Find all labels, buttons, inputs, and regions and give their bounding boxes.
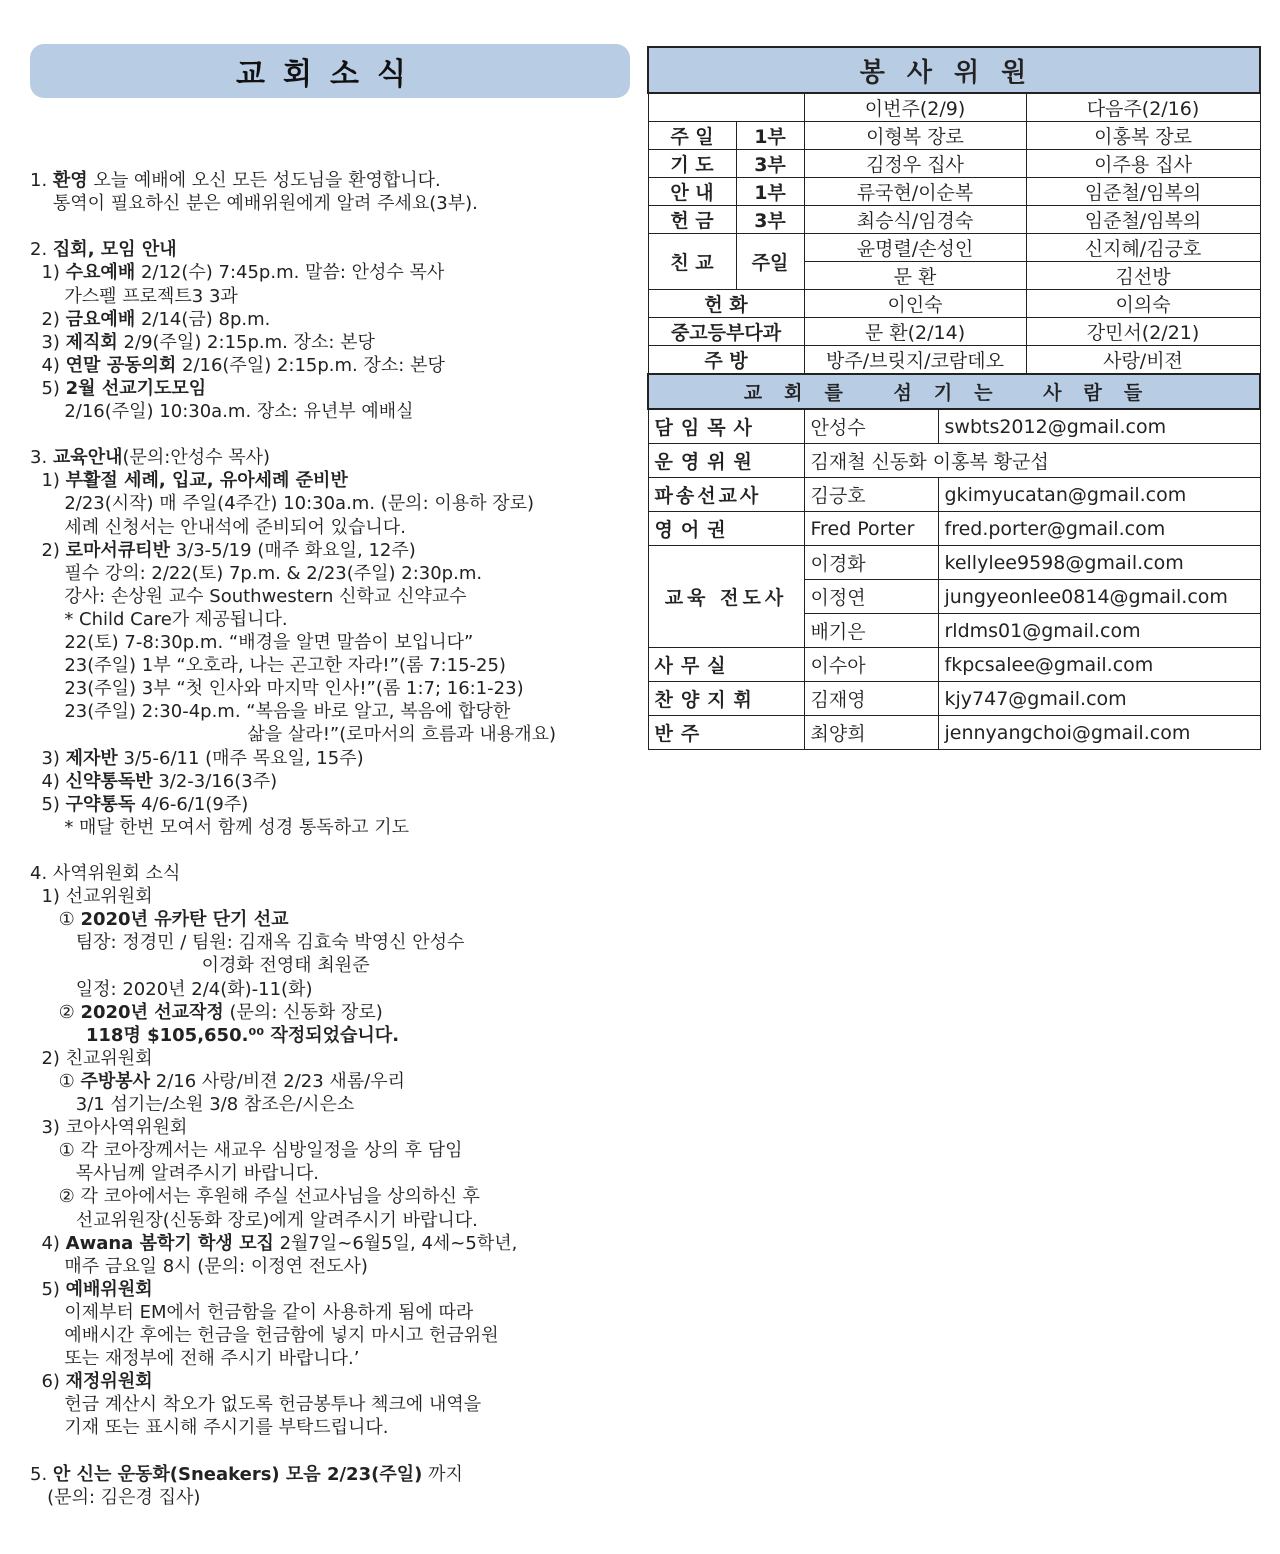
news-line-bold: 환영	[52, 170, 88, 191]
staff-name: 김재철 신동화 이홍복 황군섭	[804, 444, 1260, 478]
staff-email: gkimyucatan@gmail.com	[938, 478, 1260, 512]
service-category: 안 내	[648, 178, 736, 206]
service-sub: 1부	[736, 178, 804, 206]
news-line-rest: 오늘 예배에 오신 모든 성도님을 환영합니다.	[87, 170, 441, 191]
news-line-text: 2)	[30, 308, 60, 330]
news-line	[30, 1117, 187, 1139]
staff-name: 김긍호	[804, 478, 938, 512]
church-news-column	[30, 44, 630, 1508]
news-line-text: 1)	[30, 470, 60, 492]
flower-this: 이인숙	[804, 290, 1026, 318]
news-line-text: 2/23(시작) 매 주일(4주간) 10:30a.m. (문의: 이용하 장로)	[30, 493, 535, 515]
news-line-bold: 부활절 세례, 입교, 유아세례 준비반	[65, 470, 348, 492]
news-line-text: ①	[30, 909, 75, 931]
news-line	[30, 1279, 153, 1301]
news-line	[30, 309, 270, 331]
news-line	[30, 540, 416, 562]
staff-role: 운영위원	[648, 444, 804, 478]
news-line-text: 3)	[30, 331, 60, 353]
news-line	[30, 447, 270, 469]
news-line-rest: 3/3-5/19 (매주 화요일, 12주)	[169, 539, 416, 561]
news-line	[30, 1025, 399, 1047]
news-line	[30, 1186, 480, 1208]
news-line	[30, 355, 445, 377]
staff-email: kellylee9598@gmail.com	[938, 546, 1260, 580]
news-line-text: 3/1 섬기는/소원 3/8 참조은/시은소	[30, 1094, 355, 1115]
church-news-title: 교회소식	[30, 44, 630, 98]
news-line	[30, 748, 364, 770]
news-line	[30, 1140, 463, 1162]
news-line-bold: 제자반	[65, 747, 118, 769]
news-line-rest: 2/12(수) 7:45p.m. 말씀: 안성수 목사	[135, 262, 445, 284]
news-line-rest: 3/5-6/11 (매주 목요일, 15주)	[117, 747, 364, 769]
blank-cell	[648, 93, 804, 122]
news-line-text: * 매달 한번 모여서 함께 성경 통독하고 기도	[30, 816, 409, 838]
news-line-text: 5)	[30, 377, 60, 399]
news-line-bold: 2020년 유카탄 단기 선교	[80, 909, 289, 931]
service-next: 임준철/임복의	[1026, 206, 1260, 234]
news-line	[30, 586, 467, 608]
service-this: 최승식/임경숙	[804, 206, 1026, 234]
service-sub: 3부	[736, 150, 804, 178]
staff-role: 교육 전도사	[648, 546, 804, 648]
news-line	[30, 1394, 481, 1416]
news-line	[30, 1256, 368, 1278]
staff-name: Fred Porter	[804, 512, 938, 546]
news-line-rest: 2/9(주일) 2:15p.m. 장소: 본당	[117, 331, 375, 353]
news-line	[30, 909, 289, 931]
news-line	[30, 493, 534, 515]
right-column	[647, 46, 1259, 750]
staff-title: 교회를 섬기는 사람들	[648, 374, 1260, 409]
news-line-bold: 집회, 모임 안내	[52, 239, 177, 261]
news-line-text: ① 각 코아장께서는 새교우 심방일정을 상의 후 담임	[30, 1140, 463, 1162]
news-line-text: 이경화 전영태 최원준	[30, 955, 370, 977]
news-line	[30, 955, 370, 977]
news-line-bold: 로마서큐티반	[65, 539, 170, 561]
news-line-bold: 교육안내	[52, 447, 123, 469]
news-line-text: 4)	[30, 1232, 60, 1254]
news-line-text: 일정: 2020년 2/4(화)-11(화)	[30, 978, 313, 1000]
service-next: 임준철/임복의	[1026, 178, 1260, 206]
news-line-bold: 2020년 선교작정	[80, 1001, 224, 1023]
news-line-text: 6)	[30, 1371, 60, 1393]
news-line-bold: 예배위원회	[65, 1278, 153, 1300]
news-line-text: 5)	[30, 793, 60, 815]
news-line	[30, 170, 441, 192]
news-line	[30, 193, 478, 215]
fellowship-sub: 주일	[736, 234, 804, 290]
news-line	[30, 1002, 383, 1024]
service-this: 김정우 집사	[804, 150, 1026, 178]
news-line-rest: 2월7일~6월5일, 4세~5학년,	[273, 1232, 518, 1254]
news-line-text: 삶을 살라!”(로마서의 흐름과 내용개요)	[30, 724, 556, 746]
staff-name: 김재영	[804, 682, 938, 716]
news-line-text: 1)	[30, 262, 60, 284]
kitchen-next: 사랑/비젼	[1026, 346, 1260, 374]
news-line-text: 팀장: 정경민 / 팀원: 김재옥 김효숙 박영신 안성수	[30, 932, 465, 954]
news-line-text: 2.	[30, 239, 48, 261]
staff-role: 찬양지휘	[648, 682, 804, 716]
news-line-rest: 2/16 사랑/비젼 2/23 새롬/우리	[150, 1070, 406, 1092]
news-line	[30, 1487, 200, 1509]
flower-category: 헌 화	[648, 290, 804, 318]
news-line-text: 2/16(주일) 10:30a.m. 장소: 유년부 예배실	[30, 401, 414, 422]
news-line-text: 헌금 계산시 착오가 없도록 헌금봉투나 첵크에 내역을	[30, 1394, 482, 1416]
news-line	[30, 563, 482, 585]
news-line	[30, 332, 375, 354]
news-line	[30, 1302, 473, 1324]
news-line	[30, 1348, 359, 1370]
news-line-text: 강사: 손상원 교수 Southwestern 신학교 신약교수	[30, 585, 467, 607]
news-line	[30, 1325, 499, 1347]
news-line	[30, 794, 248, 816]
staff-email: swbts2012@gmail.com	[938, 409, 1260, 444]
service-title: 봉사위원	[648, 47, 1260, 93]
news-line	[30, 771, 277, 793]
news-line	[30, 1210, 478, 1232]
news-line-text: ①	[30, 1070, 75, 1092]
staff-name: 이경화	[804, 546, 938, 580]
staff-role: 파송선교사	[648, 478, 804, 512]
news-line	[30, 1048, 153, 1070]
news-line-text: 3.	[30, 447, 48, 469]
news-line-text: ②	[30, 1001, 75, 1023]
news-line	[30, 470, 348, 492]
news-line-text: * Child Care가 제공됩니다.	[30, 608, 288, 630]
service-this: 이형복 장로	[804, 122, 1026, 150]
news-line-text: 매주 금요일 8시 (문의: 이정연 전도사)	[30, 1255, 368, 1277]
news-line-text: 5.	[30, 1463, 48, 1485]
news-line	[30, 1417, 389, 1439]
staff-role: 담임목사	[648, 409, 804, 444]
service-category: 헌 금	[648, 206, 736, 234]
service-category: 주 일	[648, 122, 736, 150]
news-line-bold: 118명 $105,650.⁰⁰ 작정되었습니다.	[35, 1024, 400, 1046]
news-line	[30, 701, 510, 723]
news-line-text: 기재 또는 표시해 주시기를 부탁드립니다.	[30, 1417, 389, 1439]
news-line	[30, 1371, 153, 1393]
news-line-rest: 까지	[422, 1463, 463, 1485]
staff-email: fred.porter@gmail.com	[938, 512, 1260, 546]
news-line-text: 3)	[30, 747, 60, 769]
news-line	[30, 886, 153, 908]
news-line-text: 22(토) 7-8:30p.m. “배경을 알면 말씀이 보입니다”	[30, 632, 474, 653]
staff-role: 사무실	[648, 648, 804, 682]
news-line-bold: 주방봉사	[80, 1070, 151, 1092]
news-line	[30, 863, 180, 885]
news-line-text: 23(주일) 2:30-4p.m. “복음을 바로 알고, 복음에 합당한	[30, 701, 511, 723]
news-line-text: 선교위원장(신동화 장로)에게 알려주시기 바랍니다.	[30, 1209, 478, 1231]
staff-role: 반주	[648, 716, 804, 750]
news-line-bold: 금요예배	[65, 308, 136, 330]
news-line	[30, 1233, 517, 1255]
news-line-text: 통역이 필요하신 분은 예배위원에게 알려 주세요(3부).	[30, 193, 478, 215]
news-line-text: 예배시간 후에는 헌금을 헌금함에 넣지 마시고 헌금위원	[30, 1325, 499, 1346]
news-line-rest: 2/14(금) 8p.m.	[135, 308, 271, 330]
staff-name: 이정연	[804, 580, 938, 614]
service-category: 기 도	[648, 150, 736, 178]
news-line	[30, 401, 414, 423]
staff-email: jungyeonlee0814@gmail.com	[938, 580, 1260, 614]
news-line-bold: 수요예배	[65, 262, 136, 284]
fellowship-this-2: 문 환	[804, 262, 1026, 290]
youth-category: 중고등부다과	[648, 318, 804, 346]
news-line	[30, 239, 177, 261]
news-line-text: 2) 친교위원회	[30, 1047, 153, 1069]
news-line	[30, 517, 406, 539]
news-line-bold: 2월 선교기도모임	[65, 377, 207, 399]
service-next: 이주용 집사	[1026, 150, 1260, 178]
news-line	[30, 262, 444, 284]
news-line	[30, 378, 206, 400]
staff-email: kjy747@gmail.com	[938, 682, 1260, 716]
news-line-bold: Awana 봄학기 학생 모집	[65, 1232, 274, 1254]
kitchen-category: 주 방	[648, 346, 804, 374]
news-line-text: 세례 신청서는 안내석에 준비되어 있습니다.	[30, 516, 406, 538]
news-line-text: 3) 코아사역위원회	[30, 1117, 188, 1139]
news-line-text: 4)	[30, 354, 60, 376]
news-line-rest: 2/16(주일) 2:15p.m. 장소: 본당	[176, 354, 445, 376]
news-line-bold: 연말 공동의회	[65, 354, 177, 376]
news-line-bold: 신약통독반	[65, 770, 153, 792]
youth-next: 강민서(2/21)	[1026, 318, 1260, 346]
service-this: 류국현/이순복	[804, 178, 1026, 206]
news-line-rest: (문의: 신동화 장로)	[223, 1001, 383, 1023]
staff-email: jennyangchoi@gmail.com	[938, 716, 1260, 750]
news-line	[30, 286, 238, 308]
news-line-bold: 재정위원회	[65, 1371, 153, 1393]
news-line-rest: 4/6-6/1(9주)	[135, 793, 249, 815]
news-line-text: (문의: 김은경 집사)	[30, 1486, 201, 1508]
staff-table	[647, 373, 1261, 750]
news-line	[30, 678, 524, 700]
news-line	[30, 979, 313, 1001]
news-line-text: 4)	[30, 770, 60, 792]
news-line-text: 이제부터 EM에서 헌금함을 같이 사용하게 됨에 따라	[30, 1301, 474, 1323]
news-line-text: 또는 재정부에 전해 주시기 바랍니다.’	[30, 1348, 360, 1370]
staff-name: 이수아	[804, 648, 938, 682]
news-line-text: 1.	[30, 170, 48, 191]
news-line-text: 23(주일) 1부 “오호라, 나는 곤고한 자라!”(롬 7:15-25)	[30, 655, 506, 677]
news-line-rest: 3/2-3/16(3주)	[152, 770, 278, 792]
news-line-text: 가스펠 프로젝트3 3과	[30, 285, 238, 307]
news-line	[30, 817, 409, 839]
staff-email: fkpcsalee@gmail.com	[938, 648, 1260, 682]
news-line-text: ② 각 코아에서는 후원해 주실 선교사님을 상의하신 후	[30, 1186, 480, 1208]
youth-this: 문 환(2/14)	[804, 318, 1026, 346]
news-line-bold: 제직회	[65, 331, 118, 353]
this-week-header: 이번주(2/9)	[804, 93, 1026, 122]
next-week-header: 다음주(2/16)	[1026, 93, 1260, 122]
service-sub: 1부	[736, 122, 804, 150]
news-line-text: 필수 강의: 2/22(토) 7p.m. & 2/23(주일) 2:30p.m.	[30, 562, 483, 584]
news-line-rest: (문의:안성수 목사)	[122, 447, 271, 469]
news-line-text: 1) 선교위원회	[30, 886, 153, 908]
staff-email: rldms01@gmail.com	[938, 614, 1260, 648]
kitchen-this: 방주/브릿지/코람데오	[804, 346, 1026, 374]
staff-name: 최양희	[804, 716, 938, 750]
news-line-text: 목사님께 알려주시기 바랍니다.	[30, 1163, 319, 1185]
news-line	[30, 724, 556, 746]
fellowship-next-1: 신지혜/김긍호	[1026, 234, 1260, 262]
news-line	[30, 609, 288, 631]
fellowship-next-2: 김선방	[1026, 262, 1260, 290]
flower-next: 이의숙	[1026, 290, 1260, 318]
news-line-bold: 안 신는 운동화(Sneakers) 모음 2/23(주일)	[52, 1463, 423, 1485]
news-line-text: 5)	[30, 1278, 60, 1300]
news-line	[30, 1094, 354, 1116]
news-line-text: 2)	[30, 539, 60, 561]
news-line	[30, 932, 464, 954]
news-line	[30, 655, 506, 677]
news-line	[30, 632, 473, 654]
fellowship-this-1: 윤명렬/손성인	[804, 234, 1026, 262]
service-next: 이홍복 장로	[1026, 122, 1260, 150]
fellowship-category: 친 교	[648, 234, 736, 290]
news-line	[30, 1464, 463, 1486]
staff-name: 안성수	[804, 409, 938, 444]
news-line-bold: 구약통독	[65, 793, 136, 815]
news-line	[30, 1071, 405, 1093]
staff-name: 배기은	[804, 614, 938, 648]
service-table	[647, 46, 1261, 374]
staff-role: 영어권	[648, 512, 804, 546]
service-sub: 3부	[736, 206, 804, 234]
news-line	[30, 1163, 319, 1185]
news-line-text: 4. 사역위원회 소식	[30, 863, 181, 884]
news-line-text: 23(주일) 3부 “첫 인사와 마지막 인사!”(롬 1:7; 16:1-23)	[30, 678, 524, 700]
